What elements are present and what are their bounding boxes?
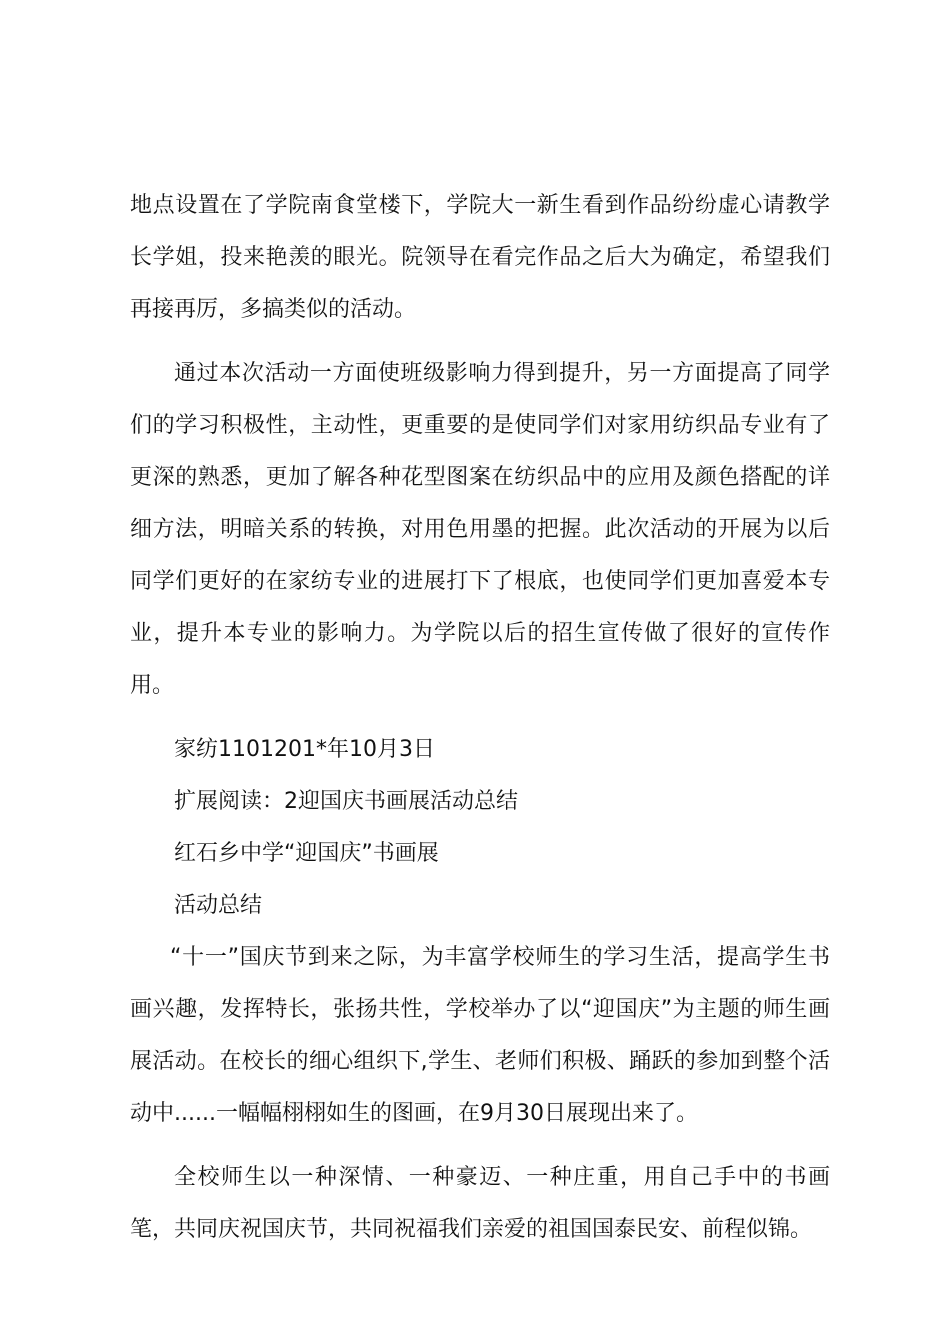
- document-body: [130, 180, 830, 1268]
- paragraph-impact: 通过本次活动一方面使班级影响力得到提升，另一方面提高了同学们的学习积极性，主动性，更重要的是使同学们对家用纺织品专业有了更深的熟悉，更加了解各种花型图案在纺织品中的应用及颜色搭配的详细方法，明暗关系的转换，对用色用墨的把握。此次活动的开展为以后同学们更好的在家纺专业的进展打下了根底，也使同学们更加喜爱本专业，提升本专业的影响力。为学院以后的招生宣传做了很好的宣传作用。: [130, 361, 830, 698]
- paragraph-venue: 地点设置在了学院南食堂楼下，学院大一新生看到作品纷纷虚心请教学长学姐，投来艳羡的眼光。院领导在看完作品之后大为确定，希望我们再接再厉，多搞类似的活动。: [130, 193, 830, 322]
- exhibition-title: 红石乡中学“迎国庆”书画展: [174, 841, 439, 866]
- paragraph-celebration: 全校师生以一种深情、一种豪迈、一种庄重，用自己手中的书画笔，共同庆祝国庆节，共同祝福我们亲爱的祖国国泰民安、前程似锦。: [130, 1165, 830, 1242]
- summary-heading: 活动总结: [174, 893, 263, 918]
- extended-reading-title: 扩展阅读：2迎国庆书画展活动总结: [174, 789, 518, 814]
- paragraph-national-day: “十一”国庆节到来之际，为丰富学校师生的学习生活，提高学生书画兴趣，发挥特长，张扬共性，学校举办了以“迎国庆”为主题的师生画展活动。在校长的细心组织下,学生、老师们积极、踊跃的参加到整个活动中......一幅幅栩栩如生的图画，在9月30日展现出来了。: [130, 945, 830, 1126]
- signature-date: 家纺1101201*年10月3日: [174, 737, 435, 762]
